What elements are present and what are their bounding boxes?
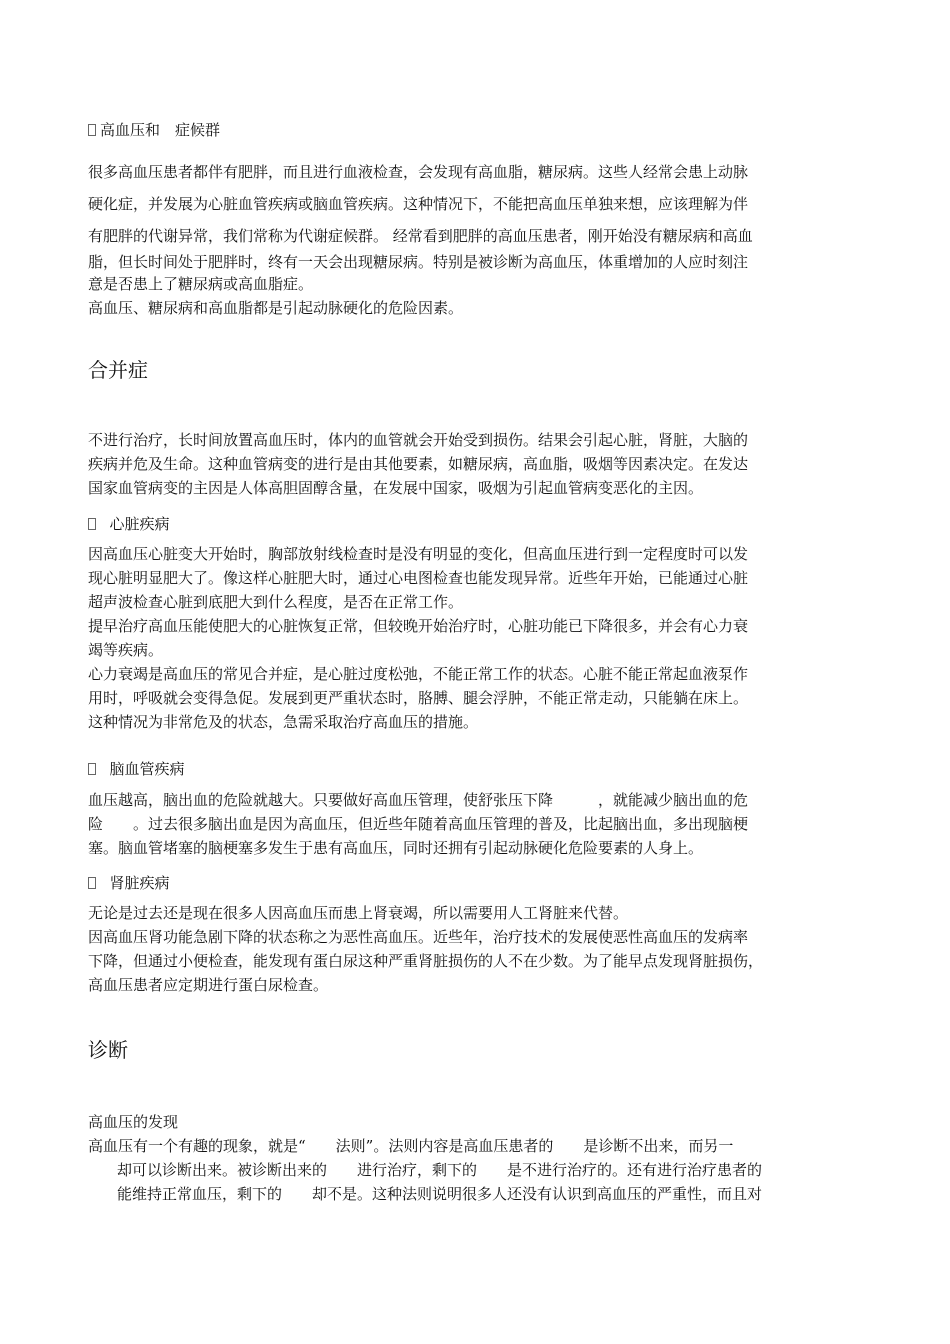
text-line: 超声波检查心脏到底肥大到什么程度，是否在正常工作。: [88, 593, 464, 611]
section-title-metabolic: 高血压和 症候群: [88, 118, 220, 142]
text-line: 有肥胖的代谢异常，我们常称为代谢症候群。 经常看到肥胖的高血压患者，刚开始没有糖尿病和高血: [88, 227, 753, 245]
paragraph-diagnosis: [88, 1134, 762, 1206]
paragraph-heart-disease: [88, 542, 748, 734]
text-line: 疾病并危及生命。这种血管病变的进行是由其他要素，如糖尿病，高血脂，吸烟等因素决定。在发达: [88, 455, 749, 473]
text-line: 无论是过去还是现在很多人因高血压而患上肾衰竭，所以需要用人工肾脏来代替。: [88, 904, 629, 922]
text-line: 高血压有一个有趣的现象，就是“ 法则”。法则内容是高血压患者的 是诊断不出来，而另一: [88, 1137, 734, 1155]
text-line: 很多高血压患者都伴有肥胖，而且进行血液检查，会发现有高血脂，糖尿病。这些人经常会患上动脉: [88, 163, 749, 181]
paragraph-metabolic: [88, 156, 753, 278]
bullet-icon: [88, 124, 96, 136]
text-line: 心力衰竭是高血压的常见合并症，是心脏过度松弛，不能正常工作的状态。心脏不能正常起血液泵作: [88, 665, 749, 683]
bullet-icon: [88, 518, 96, 530]
text-line: 提早治疗高血压能使肥大的心脏恢复正常，但较晚开始治疗时，心脏功能已下降很多，并会有心力衰: [88, 617, 749, 635]
text-line: 现心脏明显肥大了。像这样心脏肥大时，通过心电图检查也能发现异常。近些年开始，已能通过心脏: [88, 569, 749, 587]
text-line: 高血压、糖尿病和高血脂都是引起动脉硬化的危险因素。: [88, 299, 464, 317]
text-line: 血压越高，脑出血的危险就越大。只要做好高血压管理，使舒张压下降 ，就能减少脑出血的危: [88, 791, 749, 809]
paragraph-kidney-disease: [88, 901, 763, 997]
text-line: 用时，呼吸就会变得急促。发展到更严重状态时，胳膊、腿会浮肿，不能正常走动，只能躺在床上。: [88, 689, 749, 707]
text-line: 险 。过去很多脑出血是因为高血压，但近些年随着高血压管理的普及，比起脑出血，多出现脑梗: [88, 815, 749, 833]
text-line: 这种情况为非常危及的状态，急需采取治疗高血压的措施。: [88, 713, 479, 731]
heading-diagnosis: 诊断: [88, 1038, 128, 1062]
text-line: 下降，但通过小便检查，能发现有蛋白尿这种严重肾脏损伤的人不在少数。为了能早点发现肾脏损伤，: [88, 952, 764, 970]
text-line: 却可以诊断出来。被诊断出来的 进行治疗，剩下的 是不进行治疗的。还有进行治疗患者的: [102, 1161, 763, 1179]
text-line: 不进行治疗，长时间放置高血压时，体内的血管就会开始受到损伤。结果会引起心脏，肾脏，大脑的: [88, 431, 749, 449]
text-line: 因高血压心脏变大开始时，胸部放射线检查时是没有明显的变化，但高血压进行到一定程度时可以发: [88, 545, 749, 563]
text-line: 意是否患上了糖尿病或高血脂症。: [88, 275, 314, 293]
paragraph-metabolic-cont: [88, 272, 463, 320]
text-line: 塞。脑血管堵塞的脑梗塞多发生于患有高血压，同时还拥有引起动脉硬化危险要素的人身上。: [88, 839, 704, 857]
subtitle-kidney-disease: 肾脏疾病: [88, 871, 170, 895]
text-line: 脂，但长时间处于肥胖时，终有一天会出现糖尿病。特别是被诊断为高血压，体重增加的人应时刻注: [88, 253, 749, 271]
heading-complications: 合并症: [88, 358, 148, 382]
text-line: 高血压患者应定期进行蛋白尿检查。: [88, 976, 329, 994]
paragraph-complications-intro: [88, 428, 748, 500]
text-line: 国家血管病变的主因是人体高胆固醇含量，在发展中国家，吸烟为引起血管病变恶化的主因。: [88, 479, 704, 497]
subtitle-hypertension-discovery: 高血压的发现: [88, 1113, 179, 1131]
text-line: 能维持正常血压，剩下的 却不是。这种法则说明很多人还没有认识到高血压的严重性，而且对: [102, 1185, 763, 1203]
text-line: 因高血压肾功能急剧下降的状态称之为恶性高血压。近些年，治疗技术的发展使恶性高血压的发病率: [88, 928, 749, 946]
subtitle-brain-disease: 脑血管疾病: [88, 757, 185, 781]
paragraph-brain-disease: [88, 788, 748, 860]
subtitle-heart-disease: 心脏疾病: [88, 512, 170, 536]
text-line: 竭等疾病。: [88, 641, 164, 659]
bullet-icon: [88, 877, 96, 889]
bullet-icon: [88, 763, 96, 775]
text-line: 硬化症，并发展为心脏血管疾病或脑血管疾病。这种情况下，不能把高血压单独来想，应该理解为伴: [88, 195, 749, 213]
